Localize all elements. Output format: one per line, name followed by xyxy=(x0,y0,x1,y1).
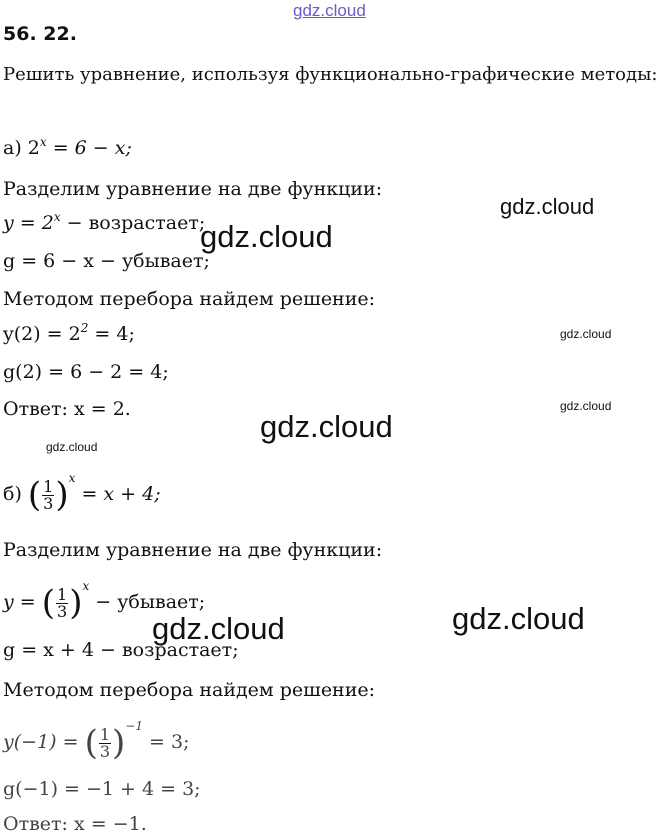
part-a-label: а) 2 xyxy=(3,137,40,159)
g-value: g(−1) = −1 + 4 = 3; xyxy=(3,778,201,800)
exponent: 2 xyxy=(80,321,89,335)
fraction xyxy=(99,724,111,761)
method-text: Методом перебора найдем решение: xyxy=(3,679,376,701)
y2-rest: = 4; xyxy=(88,323,135,345)
y-rest: = 3; xyxy=(149,731,190,753)
part-a-equation xyxy=(3,136,132,162)
exponent: x xyxy=(68,471,76,485)
left-paren: ( xyxy=(41,583,56,623)
watermark: gdz.cloud xyxy=(200,219,333,254)
problem-number: 56. 22. xyxy=(3,23,77,45)
function-y xyxy=(3,580,205,626)
watermark: gdz.cloud xyxy=(260,409,393,444)
y2-left: y(2) = 2 xyxy=(3,323,81,345)
fraction-denominator: 3 xyxy=(99,741,111,761)
exponent: −1 xyxy=(125,719,143,733)
fraction xyxy=(42,476,54,513)
watermark: gdz.cloud xyxy=(560,399,612,413)
fraction-denominator: 3 xyxy=(57,601,68,621)
watermark-top[interactable]: gdz.cloud xyxy=(293,1,366,20)
split-text: Разделим уравнение на две функции: xyxy=(3,178,383,200)
answer-a: Ответ: x = 2. xyxy=(3,398,131,420)
function-g: g = x + 4 − возрастает; xyxy=(3,639,239,661)
fraction-numerator: 1 xyxy=(57,584,68,604)
left-paren: ( xyxy=(84,723,98,763)
equation-rest: = x + 4; xyxy=(81,483,161,505)
function-g: g = 6 − x − убывает; xyxy=(3,250,210,272)
watermark: gdz.cloud xyxy=(452,601,585,636)
left-paren: ( xyxy=(27,475,42,515)
y-left: y = 2 xyxy=(3,212,54,234)
watermark: gdz.cloud xyxy=(500,194,595,219)
right-paren: ) xyxy=(112,723,126,763)
y-value xyxy=(3,322,135,348)
answer-b: Ответ: x = −1. xyxy=(3,813,147,835)
fraction-numerator: 1 xyxy=(99,724,111,744)
equation-rest: = 6 − x; xyxy=(46,137,132,159)
g-value: g(2) = 6 − 2 = 4; xyxy=(3,361,169,383)
function-y xyxy=(3,211,205,237)
part-b-label: б) xyxy=(3,483,22,505)
watermark: gdz.cloud xyxy=(560,327,612,341)
right-paren: ) xyxy=(69,583,83,623)
y-left: y = xyxy=(3,591,36,613)
fraction xyxy=(56,584,68,621)
y-value xyxy=(3,720,190,766)
exponent: x xyxy=(82,579,90,593)
fraction-denominator: 3 xyxy=(43,493,54,513)
split-text: Разделим уравнение на две функции: xyxy=(3,539,383,561)
method-text: Методом перебора найдем решение: xyxy=(3,288,376,310)
y-rest: − убывает; xyxy=(95,591,206,613)
part-b-equation xyxy=(3,472,161,518)
watermark: gdz.cloud xyxy=(152,611,285,646)
y-left: y(−1) = xyxy=(3,731,79,753)
exponent: x xyxy=(53,210,61,224)
exponent: x xyxy=(39,135,47,149)
task-text: Решить уравнение, используя функционально-графические методы: xyxy=(3,64,658,85)
fraction-numerator: 1 xyxy=(43,476,54,496)
watermark: gdz.cloud xyxy=(46,440,98,454)
right-paren: ) xyxy=(55,475,69,515)
y-rest: − возрастает; xyxy=(60,212,206,234)
